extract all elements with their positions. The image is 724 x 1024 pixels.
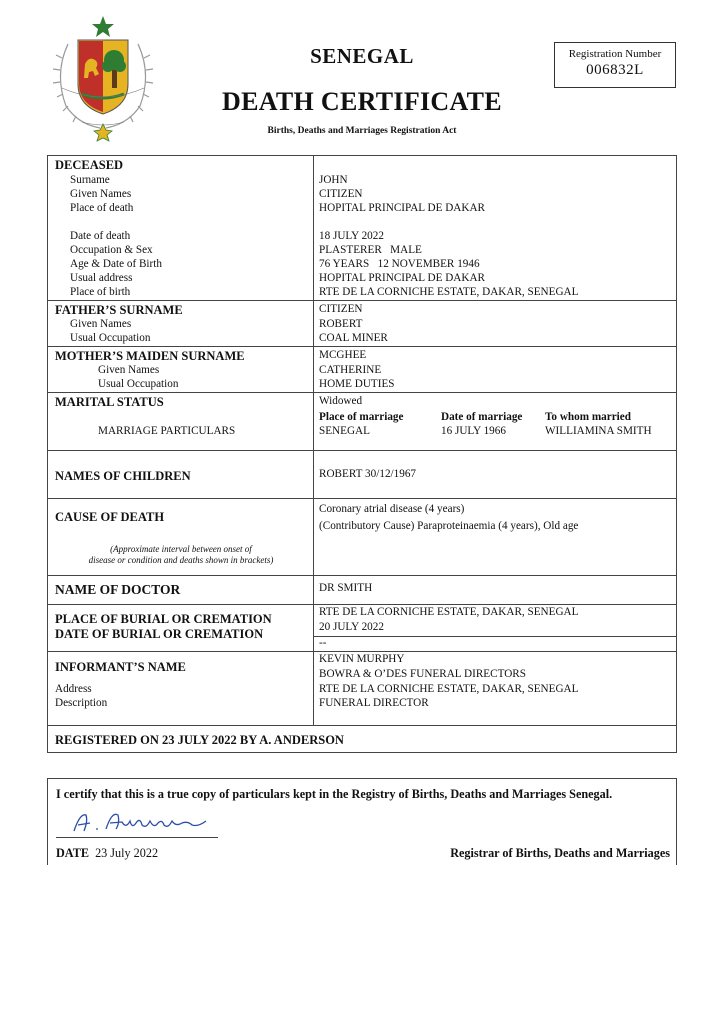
deceased-heading: DECEASED — [55, 158, 124, 172]
mother-surname-value: MCGHEE — [319, 349, 367, 361]
burial-date-value: 20 JULY 2022 — [319, 621, 384, 633]
certification-date — [56, 846, 158, 861]
informant-name-value: KEVIN MURPHY — [319, 653, 405, 665]
certification-statement: I certify that this is a true copy of particulars kept in the Registry of Births, Deaths and Marriages Senegal. — [56, 787, 613, 801]
deceased-label-occupation-sex: Occupation & Sex — [70, 244, 153, 256]
marital-status-value: Widowed — [319, 395, 363, 407]
burial-extra-value: -- — [319, 637, 327, 649]
marriage-whom-header: To whom married — [545, 411, 631, 423]
registered-statement: REGISTERED ON 23 JULY 2022 BY A. ANDERSON — [55, 733, 344, 747]
act-subtitle: Births, Deaths and Marriages Registration Act — [267, 126, 457, 136]
divider — [48, 575, 676, 576]
deceased-value-occupation-sex: PLASTERER MALE — [319, 244, 422, 256]
informant-heading: INFORMANT’S NAME — [55, 660, 186, 674]
date-value: 23 July 2022 — [95, 846, 159, 860]
father-value-occupation: COAL MINER — [319, 332, 388, 344]
father-heading: FATHER’S SURNAME — [55, 303, 183, 317]
burial-date-heading: DATE OF BURIAL OR CREMATION — [55, 627, 264, 641]
cause-note-line-1: (Approximate interval between onset of — [110, 544, 252, 554]
deceased-value-place-of-death: HOPITAL PRINCIPAL DE DAKAR — [319, 202, 485, 214]
deceased-label-age-dob: Age & Date of Birth — [70, 258, 162, 270]
informant-address-value: RTE DE LA CORNICHE ESTATE, DAKAR, SENEGAL — [319, 683, 579, 695]
coat-of-arms-seal — [48, 14, 158, 142]
father-value-given-names: ROBERT — [319, 318, 363, 330]
deceased-value-date-of-death: 18 JULY 2022 — [319, 230, 384, 242]
deceased-value-age-dob: 76 YEARS 12 NOVEMBER 1946 — [319, 258, 480, 270]
deceased-label-place-of-death: Place of death — [70, 202, 134, 214]
children-value: ROBERT 30/12/1967 — [319, 468, 417, 480]
signature-line — [56, 837, 218, 838]
father-label-occupation: Usual Occupation — [70, 332, 151, 344]
marital-heading: MARITAL STATUS — [55, 395, 164, 409]
divider — [48, 498, 676, 499]
deceased-label-surname: Surname — [70, 174, 110, 186]
cause-heading: CAUSE OF DEATH — [55, 510, 165, 524]
column-divider — [313, 156, 314, 725]
mother-heading: MOTHER’S MAIDEN SURNAME — [55, 349, 245, 363]
registration-number: 006832L — [586, 62, 644, 78]
marriage-place-header: Place of marriage — [319, 411, 404, 423]
doctor-value: DR SMITH — [319, 582, 373, 594]
registration-label: Registration Number — [568, 48, 662, 60]
informant-description-label: Description — [55, 697, 108, 709]
date-label: DATE — [56, 846, 89, 860]
divider — [48, 392, 676, 393]
marriage-whom-value: WILLIAMINA SMITH — [545, 425, 652, 437]
doctor-heading: NAME OF DOCTOR — [55, 582, 181, 597]
marriage-particulars-label: MARRIAGE PARTICULARS — [98, 425, 236, 437]
informant-description-value: FUNERAL DIRECTOR — [319, 697, 429, 709]
father-surname-value: CITIZEN — [319, 303, 363, 315]
informant-company-value: BOWRA & O’DES FUNERAL DIRECTORS — [319, 668, 526, 680]
mother-label-occupation: Usual Occupation — [98, 378, 179, 390]
informant-address-label: Address — [55, 683, 92, 695]
divider — [313, 636, 676, 637]
divider — [48, 651, 676, 652]
divider — [48, 346, 676, 347]
deceased-value-usual-address: HOPITAL PRINCIPAL DE DAKAR — [319, 272, 485, 284]
burial-place-value: RTE DE LA CORNICHE ESTATE, DAKAR, SENEGAL — [319, 606, 579, 618]
divider — [48, 300, 676, 301]
registration-box — [554, 42, 676, 88]
star-icon — [92, 16, 114, 37]
burial-place-heading: PLACE OF BURIAL OR CREMATION — [55, 612, 272, 626]
marriage-date-header: Date of marriage — [441, 411, 523, 423]
children-heading: NAMES OF CHILDREN — [55, 469, 191, 483]
registrar-title: Registrar of Births, Deaths and Marriages — [450, 846, 670, 860]
deceased-value-given-names: CITIZEN — [319, 188, 363, 200]
cause-line-1: Coronary atrial disease (4 years) — [319, 503, 465, 515]
cause-line-2: (Contributory Cause) Paraproteinaemia (4 years), Old age — [319, 520, 579, 532]
divider — [48, 450, 676, 451]
divider — [48, 725, 676, 726]
deceased-label-date-of-death: Date of death — [70, 230, 131, 242]
deceased-label-given-names: Given Names — [70, 188, 132, 200]
deceased-value-place-of-birth: RTE DE LA CORNICHE ESTATE, DAKAR, SENEGAL — [319, 286, 579, 298]
deceased-value-surname: JOHN — [319, 174, 348, 186]
mother-value-occupation: HOME DUTIES — [319, 378, 395, 390]
mother-value-given-names: CATHERINE — [319, 364, 382, 376]
certificate-table — [47, 155, 677, 753]
mother-label-given-names: Given Names — [98, 364, 160, 376]
deceased-label-usual-address: Usual address — [70, 272, 133, 284]
certification-box — [47, 778, 677, 865]
marriage-place-value: SENEGAL — [319, 425, 370, 437]
registrar-signature — [66, 807, 226, 837]
country-name: SENEGAL — [310, 44, 414, 68]
marriage-date-value: 16 JULY 1966 — [441, 425, 506, 437]
cause-note-line-2: disease or condition and deaths shown in brackets) — [88, 555, 274, 565]
divider — [48, 604, 676, 605]
father-label-given-names: Given Names — [70, 318, 132, 330]
deceased-label-place-of-birth: Place of birth — [70, 286, 131, 298]
document-title: DEATH CERTIFICATE — [222, 87, 502, 116]
